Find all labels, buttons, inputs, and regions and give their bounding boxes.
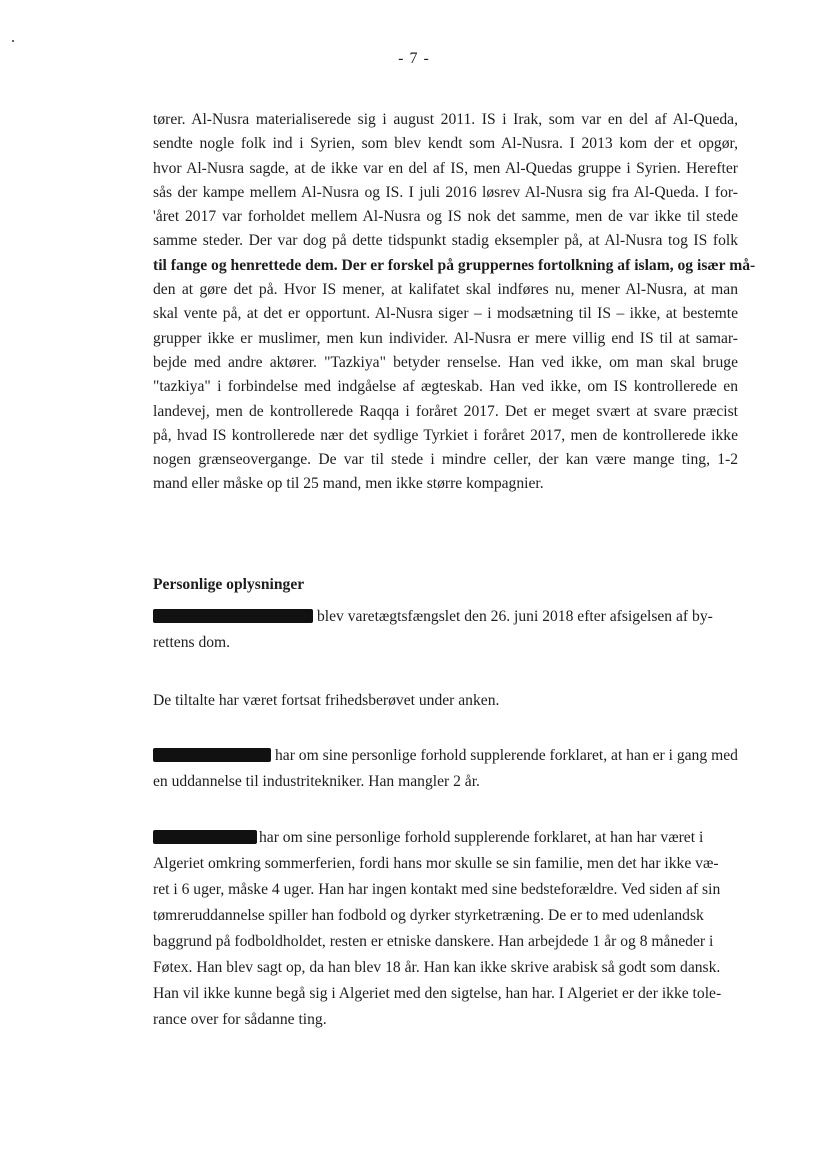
text-line: Han vil ikke kunne begå sig i Algeriet med den sigtelse, han har. I Algeriet er der ikke tole- — [153, 985, 722, 1002]
text-line: rance over for sådanne ting. — [153, 1011, 327, 1028]
text-line: 'året 2017 var forholdet mellem Al-Nusra og IS nok det samme, men de var ikke til stede — [153, 208, 738, 226]
text-line: rettens dom. — [153, 634, 231, 651]
text-line: ret i 6 uger, måske 4 uger. Han har ingen kontakt med sine bedsteforældre. Ved siden af sin — [153, 881, 721, 898]
text-line: grupper ikke er muslimer, men kun individer. Al-Nusra er mere villig end IS til at samar- — [153, 329, 738, 347]
text-line — [153, 608, 713, 625]
text-line: baggrund på fodboldholdet, resten er etniske danskere. Han arbejdede 1 år og 8 måneder i — [153, 933, 714, 950]
text-line: sendte nogle folk ind i Syrien, som blev kendt som Al-Nusra. I 2013 kom der et opgør, — [153, 135, 738, 153]
text-line: skal vente på, at det er opportunt. Al-Nusra siger – i modsætning til IS – ikke, at bestemte — [153, 305, 738, 323]
scan-speck — [12, 40, 14, 42]
text-line — [153, 829, 703, 846]
page-number: - 7 - — [398, 50, 430, 67]
text-line: nogen grænseovergange. De var til stede i mindre celler, der kan være mange ting, 1-2 — [153, 451, 738, 469]
text-span: har om sine personlige forhold supplerende forklaret, at han har været i — [259, 829, 704, 846]
text-line: bejde med andre aktører. "Tazkiya" betyder renselse. Han ved ikke, om man skal bruge — [153, 353, 738, 371]
paragraph-detention — [153, 604, 738, 656]
text-line — [153, 747, 707, 764]
text-line: Algeriet omkring sommerferien, fordi hans mor skulle se sin familie, men det har ikke væ- — [153, 855, 719, 872]
text-line: De tiltalte har været fortsat frihedsberøvet under anken. — [153, 692, 500, 709]
text-line: samme steder. Der var dog på dette tidspunkt stadig eksempler på, at Al-Nusra tog IS folk — [153, 232, 738, 250]
text-line-bold: til fange og henrettede dem. Der er forskel på gruppernes fortolkning af islam, og især må- — [153, 256, 756, 274]
redaction-bar — [153, 609, 313, 623]
text-line: sås der kampe mellem Al-Nusra og IS. I juli 2016 løsrev Al-Nusra sig fra Al-Queda. I for- — [153, 183, 738, 201]
section-heading: Personlige oplysninger — [153, 576, 305, 593]
text-line: landevej, men de kontrollerede Raqqa i foråret 2017. Det er meget svært at svare præcist — [153, 402, 738, 420]
text-span: blev varetægtsfængslet den 26. juni 2018 efter afsigelsen af by- — [317, 608, 713, 625]
text-line: Føtex. Han blev sagt op, da han blev 18 år. Han kan ikke skrive arabisk så godt som dansk. — [153, 959, 721, 976]
paragraph-custody — [153, 688, 738, 714]
text-line: tømreruddannelse spiller han fodbold og dyrker styrketræning. De er to med udenlandsk — [153, 907, 704, 924]
text-line: "tazkiya" i forbindelse med indgåelse af ægteskab. Han ved ikke, om IS kontrollerede en — [153, 378, 738, 396]
text-line: mand eller måske op til 25 mand, men ikke større kompagnier. — [153, 475, 544, 493]
text-line: på, hvad IS kontrollerede nær det sydlige Tyrkiet i foråret 2017, men de kontrollerede ikke — [153, 426, 738, 444]
text-line: den at gøre det på. Hvor IS mener, at kalifatet skal indføres nu, mener Al-Nusra, at man — [153, 281, 738, 299]
text-line: med en uddannelse til industritekniker. Han mangler 2 år. — [153, 747, 738, 790]
paragraph-defendant-1 — [153, 743, 738, 795]
body-paragraph — [153, 108, 756, 497]
text-line: tører. Al-Nusra materialiserede sig i august 2011. IS i Irak, som var en del af Al-Queda, — [153, 111, 738, 128]
text-span: har om sine personlige forhold supplerende forklaret, at han er i gang — [275, 747, 708, 764]
redaction-bar — [153, 830, 257, 844]
paragraph-defendant-2 — [153, 825, 738, 1033]
redaction-bar — [153, 748, 271, 762]
text-line: hvor Al-Nusra sagde, at de ikke var en del af IS, men Al-Quedas gruppe i Syrien. Herefter — [153, 159, 738, 177]
